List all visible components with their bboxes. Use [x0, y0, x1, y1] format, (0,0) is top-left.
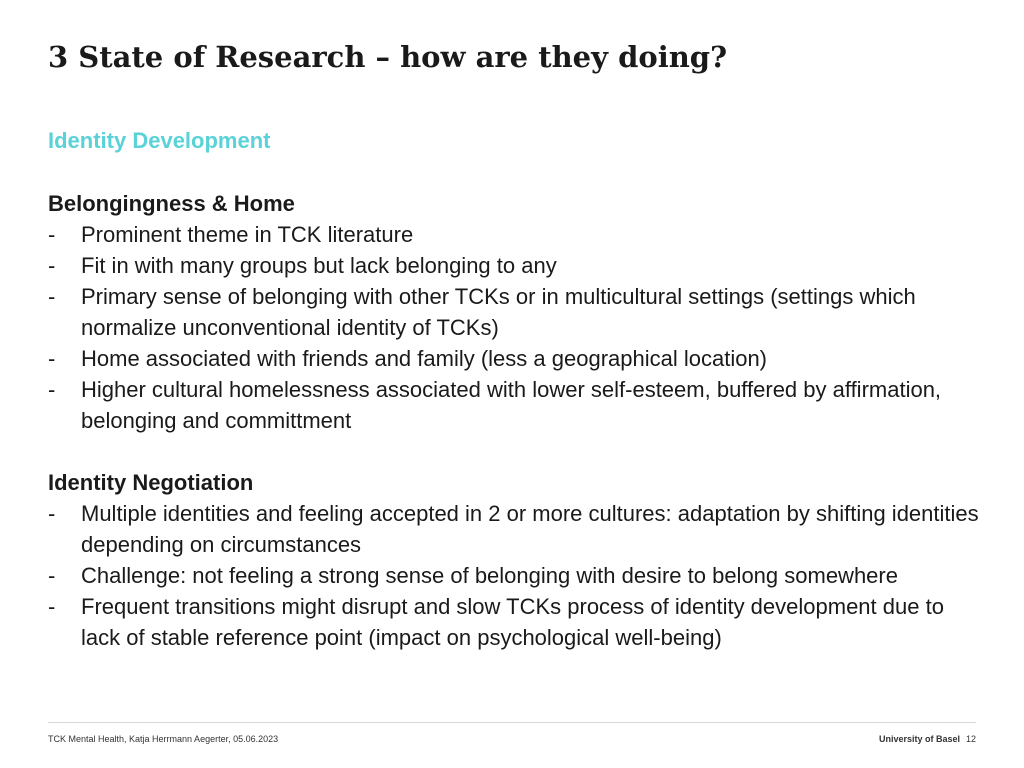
bullet-list	[48, 219, 988, 436]
section-belongingness	[48, 188, 988, 436]
bullet-dash: -	[48, 563, 56, 588]
slide-title: 3 State of Research – how are they doing?	[48, 40, 728, 74]
list-item-text: Prominent theme in TCK literature	[81, 222, 414, 247]
list-item-text: Frequent transitions might disrupt and slow TCKs process of identity development due to lack of stable reference point (impact on psychological well-being)	[81, 594, 944, 650]
footer-divider	[48, 722, 976, 723]
bullet-dash: -	[48, 284, 56, 309]
slide-content	[48, 188, 988, 684]
list-item	[48, 250, 988, 281]
list-item-text: Primary sense of belonging with other TCKs or in multicultural settings (settings which normalize unconventional identity of TCKs)	[81, 284, 916, 340]
list-item	[48, 498, 988, 560]
list-item	[48, 281, 988, 343]
list-item-text: Home associated with friends and family (less a geographical location)	[81, 346, 768, 371]
list-item	[48, 560, 988, 591]
bullet-dash: -	[48, 222, 56, 247]
list-item	[48, 591, 988, 653]
list-item-text: Higher cultural homelessness associated with lower self-esteem, buffered by affirmation, belonging and committment	[81, 377, 942, 433]
bullet-dash: -	[48, 377, 56, 402]
list-item	[48, 343, 988, 374]
university-name: University of Basel	[878, 734, 960, 744]
section-subtitle: Identity Development	[48, 128, 271, 153]
section-identity-negotiation	[48, 467, 988, 653]
list-item-text: Fit in with many groups but lack belonging to any	[81, 253, 557, 278]
page-number: 12	[965, 734, 976, 744]
section-heading: Belongingness & Home	[48, 191, 295, 216]
footer-citation: TCK Mental Health, Katja Herrmann Aegerter, 05.06.2023	[48, 734, 279, 744]
footer-right	[879, 734, 976, 744]
bullet-list	[48, 498, 988, 653]
list-item-text: Multiple identities and feeling accepted in 2 or more cultures: adaptation by shifting identities depending on circumstances	[81, 501, 979, 557]
bullet-dash: -	[48, 594, 56, 619]
section-heading: Identity Negotiation	[48, 470, 254, 495]
bullet-dash: -	[48, 346, 56, 371]
list-item-text: Challenge: not feeling a strong sense of belonging with desire to belong somewhere	[81, 563, 898, 588]
bullet-dash: -	[48, 253, 56, 278]
bullet-dash: -	[48, 501, 56, 526]
list-item	[48, 219, 988, 250]
list-item	[48, 374, 988, 436]
